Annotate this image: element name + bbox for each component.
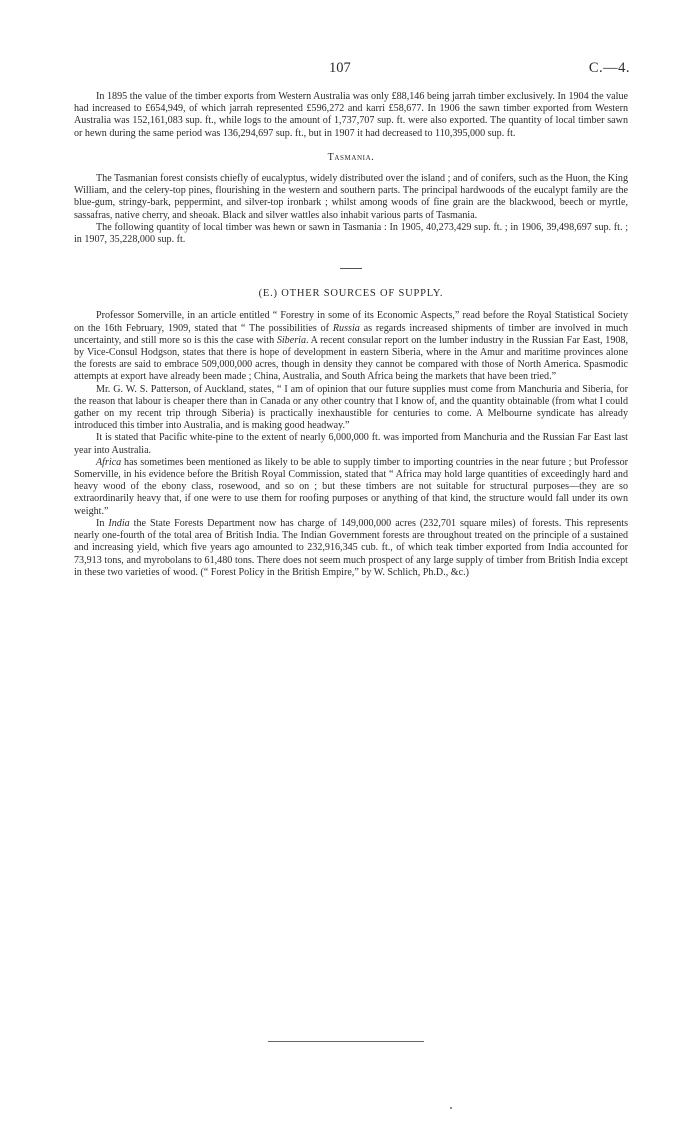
print-speck (450, 1107, 452, 1109)
italic-russia: Russia (332, 322, 360, 334)
italic-india: India (108, 517, 130, 529)
paragraph-india: In India the State Forests Department now has charge of 149,000,000 acres (232,701 square miles) of forests. This represents nearly one-fourth of the total area of British India. The Indian Government forests are throughout treated on the principle of a sustained and increasing yield, which five years ago amounted to 232,916,345 cub. ft., of which teak timber exported from India accounted for 73,913 tons, and myrobolans to 61,480 tons. There does not seem much prospect of any large supply of timber from British India except in these two varieties of wood. (“ Forest Policy in the British Empire,” by W. Schlich, Ph.D., &c.) (74, 517, 628, 578)
end-of-page-rule (268, 1041, 424, 1042)
paragraph-western-australia-exports: In 1895 the value of the timber exports from Western Australia was only £88,146 being jarrah timber exclusively. In 1904 the value had increased to £654,949, of which jarrah represented £596,272 and karri £58,677. In 1906 the sawn timber exported from Western Australia was 152,161,083 sup. ft., while logs to the amount of 1,737,707 sup. ft. were also exported. The quantity of local timber sawn or hewn during the same period was 136,294,697 sup. ft., but in 1907 it had decreased to 110,395,000 sup. ft. (74, 91, 628, 139)
heading-tasmania: Tasmania. (327, 151, 375, 163)
italic-africa: Africa (96, 456, 122, 468)
page-header (0, 60, 700, 80)
paragraph-tasmania-quantities: The following quantity of local timber was hewn or sawn in Tasmania : In 1905, 40,273,429 sup. ft. ; in 1906, 39,498,697 sup. ft. ; in 1907, 35,228,000 sup. ft. (74, 221, 628, 246)
paragraph-africa: Africa has sometimes been mentioned as likely to be able to supply timber to importing countries in the near future ; but Professor Somerville, in his evidence before the British Royal Commission, stated that “ Africa may hold large quantities of exceedingly hard and heavy wood of the ebony class, rosewood, and so on ; but these timbers are not suitable for structural purposes—they are so extraordinarily heavy that, if one were to use them for roofing purposes or anything of that kind, the structure would fall under its own weight.” (74, 456, 628, 517)
page-number: 107 (329, 60, 351, 76)
section-divider (340, 268, 362, 269)
document-body (74, 91, 628, 579)
parliamentary-paper-reference: C.—4. (588, 60, 630, 76)
paragraph-pacific-white-pine: It is stated that Pacific white-pine to the extent of nearly 6,000,000 ft. was imported from Manchuria and the Russian Far East last year into Australia. (74, 432, 628, 456)
italic-siberia: Siberia (276, 334, 306, 346)
heading-other-sources-of-supply: (E.) OTHER SOURCES OF SUPPLY. (258, 288, 444, 300)
paragraph-patterson: Mr. G. W. S. Patterson, of Auckland, states, “ I am of opinion that our future supplies must come from Manchuria and Siberia, for the reason that labour is cheaper there than in Canada or any other country that I know of, and the quantity obtainable (from what I could gather on my recent trip through Siberia) is practically inexhaustible for centuries to come. A Melbourne syndicate has already introduced this timber into Australia, and is making good headway.” (74, 383, 628, 432)
paragraph-tasmania-forest: The Tasmanian forest consists chiefly of eucalyptus, widely distributed over the island ; and of conifers, such as the Huon, the King William, and the celery-top pines, flourishing in the western and southern parts. The principal hardwoods of the eucalypt family are the blue-gum, stringy-bark, peppermint, and silver-top ironbark ; whilst among woods of fine grain are the blackwood, beech or myrtle, sassafras, native cherry, and sheoak. Black and silver wattles also inhabit various parts of Tasmania. (74, 173, 628, 221)
paragraph-somerville-russia: Professor Somerville, in an article entitled “ Forestry in some of its Economic Aspects,” read before the Royal Statistical Society on the 16th February, 1909, stated that “ The possibilities of Russia as regards increased shipments of timber are involved in much uncertainty, and still more so is this the case with Siberia. A recent consular report on the lumber industry in the Russian Far East, 1908, by Vice-Consul Hodgson, states that there is hope of development in eastern Siberia, where in the Amur and maritime provinces alone the forests are said to embrace 509,000,000 acres, though in density they cannot be compared with those of North America. Spasmodic attempts at export have already been made ; China, Australia, and South Africa being the markets that have been tried.” (74, 310, 628, 383)
